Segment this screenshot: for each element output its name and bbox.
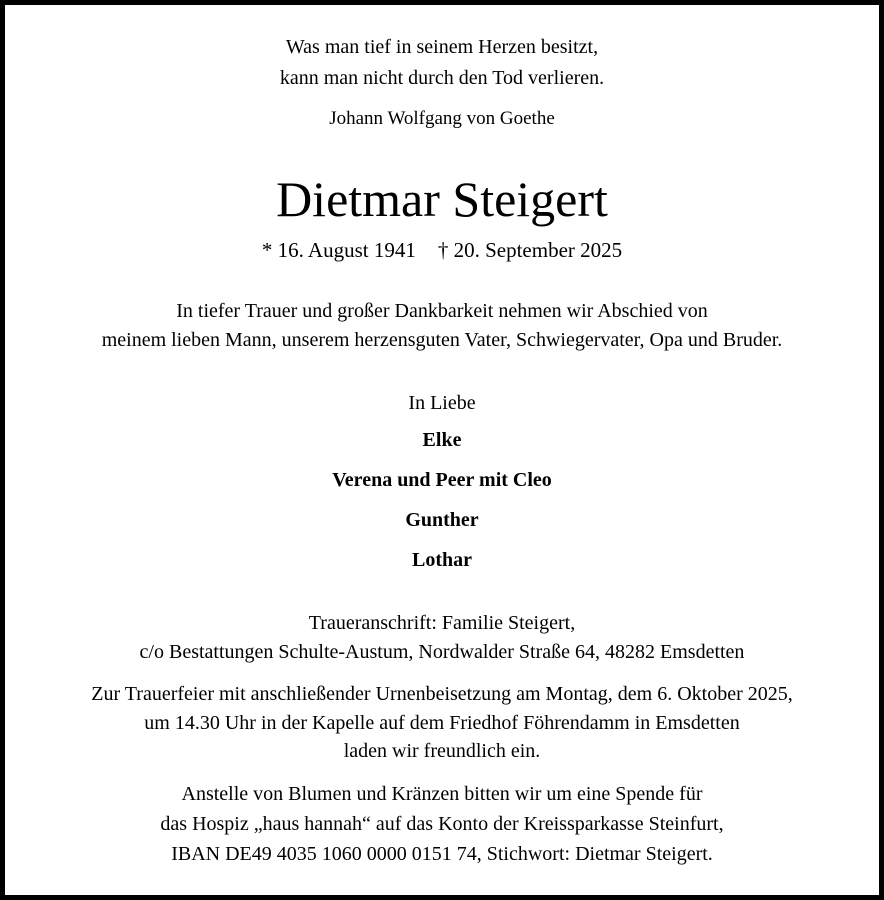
quote-line-1: Was man tief in seinem Herzen besitzt, <box>285 36 599 58</box>
ceremony-line-3: laden wir freundlich ein. <box>343 740 541 762</box>
donation-line-1: Anstelle von Blumen und Kränzen bitten wir um eine Spende für <box>181 783 703 805</box>
ceremony-line-1: Zur Trauerfeier mit anschließender Urnenbeisetzung am Montag, dem 6. Oktober 2025, <box>91 683 793 705</box>
message-line-2: meinem lieben Mann, unserem herzensguten Vater, Schwiegervater, Opa und Bruder. <box>101 329 783 351</box>
donation-line-2: das Hospiz „haus hannah“ auf das Konto der Kreissparkasse Steinfurt, <box>160 813 724 835</box>
mourner-name: Lothar <box>412 549 472 571</box>
mourners-intro: In Liebe <box>408 392 476 414</box>
quote-author: Johann Wolfgang von Goethe <box>329 108 555 129</box>
donation-line-3: IBAN DE49 4035 1060 0000 0151 74, Stichwort: Dietmar Steigert. <box>171 843 713 865</box>
life-dates <box>0 238 884 263</box>
address-line-2: c/o Bestattungen Schulte-Austum, Nordwalder Straße 64, 48282 Emsdetten <box>139 641 745 663</box>
birth-date: * 16. August 1941 <box>261 238 416 262</box>
quote-line-2: kann man nicht durch den Tod verlieren. <box>279 67 605 89</box>
mourner-name: Gunther <box>405 509 479 531</box>
deceased-name: Dietmar Steigert <box>276 171 608 227</box>
ceremony-line-2: um 14.30 Uhr in der Kapelle auf dem Friedhof Föhrendamm in Emsdetten <box>144 712 740 734</box>
mourner-name: Elke <box>422 429 462 451</box>
death-date: † 20. September 2025 <box>437 238 623 262</box>
address-line-1: Traueranschrift: Familie Steigert, <box>308 612 576 634</box>
mourner-name: Verena und Peer mit Cleo <box>332 469 552 491</box>
message-line-1: In tiefer Trauer und großer Dankbarkeit nehmen wir Abschied von <box>176 300 708 322</box>
